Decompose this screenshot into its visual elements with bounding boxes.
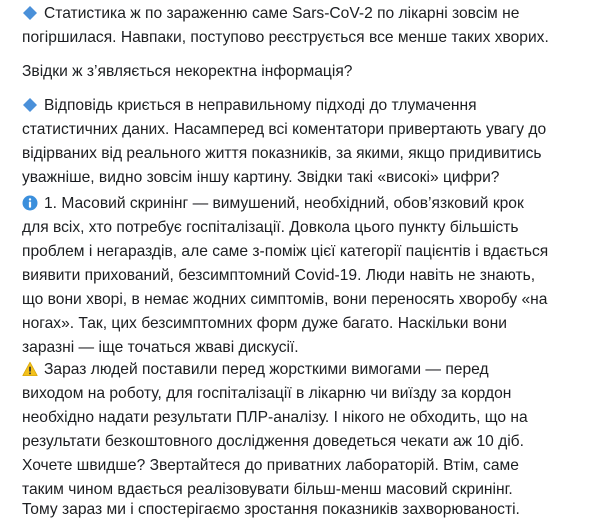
post-line: результати безкоштовного дослідження доведеться чекати аж 10 діб.: [22, 433, 524, 450]
blue-diamond-icon: [22, 5, 38, 21]
post-line: проблем і негараздів, але саме з-поміж цієї категорії пацієнтів і вдається: [22, 243, 549, 260]
post-line: [22, 94, 477, 118]
post-line: статистичних даних. Насамперед всі коментатори привертають увагу до: [22, 121, 547, 138]
post-line-text: Зараз людей поставили перед жорсткими вимогами — перед: [44, 361, 489, 378]
post-line: відірваних від реального життя показників, за якими, якщо придивитись: [22, 145, 542, 162]
post-line-text: Відповідь криється в неправильному підході до тлумачення: [44, 97, 477, 114]
post-line: виходом на роботу, для госпіталізації в лікарню чи виїзду за кордон: [22, 385, 512, 402]
post-line: ногах». Так, цих безсимптомних форм дуже багато. Наскільки вони: [22, 315, 507, 332]
post-line: погіршилася. Навпаки, поступово реєструється все менше таких хворих.: [22, 29, 549, 46]
post-line-text: 1. Масовий скринінг — вимушений, необхідний, обов’язковий крок: [44, 195, 524, 212]
post-line: [22, 2, 519, 26]
post-line: таким чином вдається реалізовувати більш-менш масовий скринінг.: [22, 481, 513, 498]
post-line: уважніше, видно зовсім іншу картину. Звідки такі «високі» цифри?: [22, 169, 500, 186]
post-line: заразні — іще точаться жваві дискусії.: [22, 339, 299, 356]
warning-icon: [22, 361, 38, 377]
post-line: необхідно надати результати ПЛР-аналізу. І нікого не обходить, що на: [22, 409, 528, 426]
post-line: Хочете швидше? Звертайтеся до приватних лабораторій. Втім, саме: [22, 457, 519, 474]
post-line: що вони хворі, в немає жодних симптомів, вони переносять хворобу «на: [22, 291, 548, 308]
post-line: для всіх, хто потребує госпіталізації. Довкола цього пункту більшість: [22, 219, 519, 236]
post-line: [22, 358, 489, 382]
info-icon: [22, 195, 38, 211]
post-line: Звідки ж з’являється некоректна інформація?: [22, 63, 353, 80]
blue-diamond-icon: [22, 97, 38, 113]
post-line-text: Статистика ж по зараженню саме Sars-CoV-2 по лікарні зовсім не: [44, 5, 520, 22]
post-line: виявити прихований, безсимптомний Covid-19. Люди навіть не знають,: [22, 267, 536, 284]
post-line: [22, 192, 524, 216]
post-line: Тому зараз ми і спостерігаємо зростання показників захворюваності.: [22, 501, 520, 518]
